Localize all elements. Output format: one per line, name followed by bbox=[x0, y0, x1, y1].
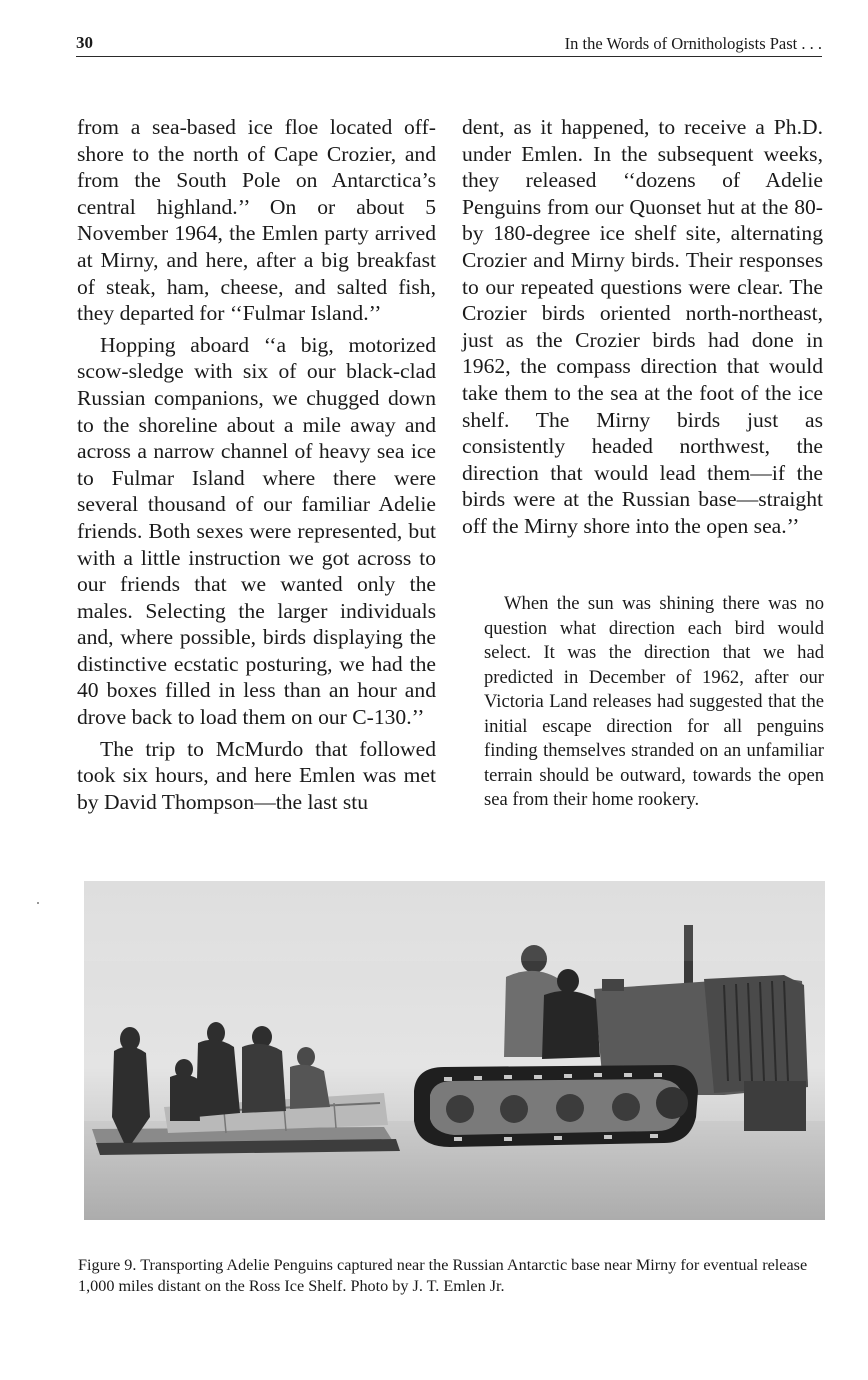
block-quote-text: When the sun was shining there was no question what direction each bird would select. It was the direction that we had predicted in December of 1962, after our Victoria Land releases had suggested that the initial escape direction for all penguins finding themselves stranded on an unfamiliar terrain should be outward, towards the open sea from their home rookery. bbox=[484, 593, 824, 810]
paragraph: The trip to McMurdo that followed took six hours, and here Emlen was met by David Thompson—the last stu bbox=[77, 736, 436, 814]
page-header bbox=[76, 32, 822, 57]
running-head: In the Words of Ornithologists Past . . . bbox=[564, 34, 822, 53]
right-text-column bbox=[462, 114, 823, 540]
paragraph: Hopping aboard ‘‘a big, motorized scow-sledge with six of our black-clad Russian companions, we chugged down to the shoreline about a mile away and across a narrow channel of heavy sea ice to Fulmar Island where there were several thousand of our familiar Adelie friends. Both sexes were represented, but with a little instruction we got across to our friends that we wanted only the males. Selecting the larger individuals and, where possible, birds displaying the distinctive ecstatic posturing, we had the 40 boxes filled in less than an hour and drove back to load them on our C-130.’’ bbox=[77, 332, 436, 730]
paragraph: from a sea-based ice floe located offshore to the north of Cape Crozier, and from the South Pole on Antarctica’s central highland.’’ On or about 5 November 1964, the Emlen party arrived at Mirny, and here, after a big breakfast of steak, ham, cheese, and salted fish, they departed for ‘‘Fulmar Island.’’ bbox=[77, 115, 436, 326]
page-number: 30 bbox=[76, 33, 93, 52]
paragraph: dent, as it happened, to receive a Ph.D. under Emlen. In the subsequent weeks, they released ‘‘dozens of Adelie Penguins from our Quonset hut at the 80- by 180-degree ice shelf site, alternating Crozier and Mirny birds. Their responses to our repeated questions were clear. The Crozier birds oriented north-northeast, just as the Crozier birds had done in 1962, the compass direction that would take them to the sea at the foot of the ice shelf. The Mirny birds just as consistently headed northwest, the direction that would lead them—if the birds were at the Russian base—straight off the Mirny shore into the open sea.’’ bbox=[462, 115, 823, 538]
film-grain bbox=[84, 881, 825, 961]
figure-caption: Figure 9. Transporting Adelie Penguins captured near the Russian Antarctic base near Mirny for eventual release 1,000 miles distant on the Ross Ice Shelf. Photo by J. T. Emlen Jr. bbox=[78, 1256, 808, 1295]
print-speck bbox=[37, 902, 39, 904]
left-text-column bbox=[77, 114, 436, 815]
block-quote bbox=[484, 592, 824, 813]
figure-photo bbox=[84, 881, 825, 1220]
